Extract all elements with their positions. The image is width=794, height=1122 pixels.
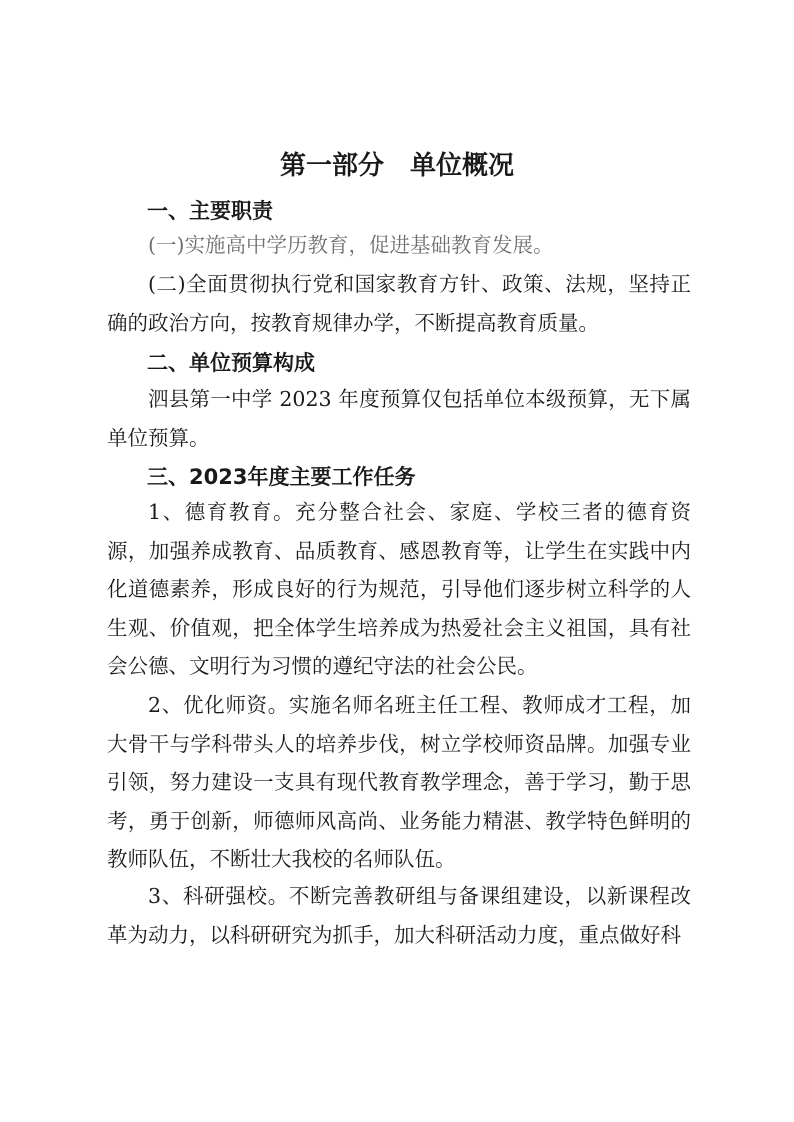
page-title: 第一部分 单位概况 [279, 151, 514, 181]
section-heading-duties: 一、主要职责 [147, 199, 273, 223]
budget-paragraph: 泗县第一中学 2023 年度预算仅包括单位本级预算，无下属单位预算。 [107, 387, 691, 450]
section-heading-budget: 二、单位预算构成 [147, 351, 315, 375]
duty-item-1: (一)实施高中学历教育，促进基础教育发展。 [148, 233, 554, 257]
task-teacher-optimization: 2、优化师资。实施名师名班主任工程、教师成才工程，加大骨干与学科带头人的培养步伐，树立学校师资品牌。加强专业引领，努力建设一支具有现代教育教学理念，善于学习，勤于思考，勇于创新，师德师风高尚、业务能力精湛、教学特色鲜明的教师队伍，不断壮大我校的名师队伍。 [107, 693, 691, 872]
section-heading-tasks: 三、2023年度主要工作任务 [147, 465, 416, 489]
task-research: 3、科研强校。不断完善教研组与备课组建设，以新课程改革为动力，以科研研究为抓手，加大科研活动力度，重点做好科 [107, 884, 691, 947]
task-moral-education: 1、德育教育。充分整合社会、家庭、学校三者的德育资源，加强养成教育、品质教育、感恩教育等，让学生在实践中内化道德素养，形成良好的行为规范，引导他们逐步树立科学的人生观、价值观，把全体学生培养成为热爱社会主义祖国，具有社会公德、文明行为习惯的遵纪守法的社会公民。 [107, 500, 691, 679]
duty-item-2: (二)全面贯彻执行党和国家教育方针、政策、法规，坚持正确的政治方向，按教育规律办学，不断提高教育质量。 [107, 272, 691, 335]
